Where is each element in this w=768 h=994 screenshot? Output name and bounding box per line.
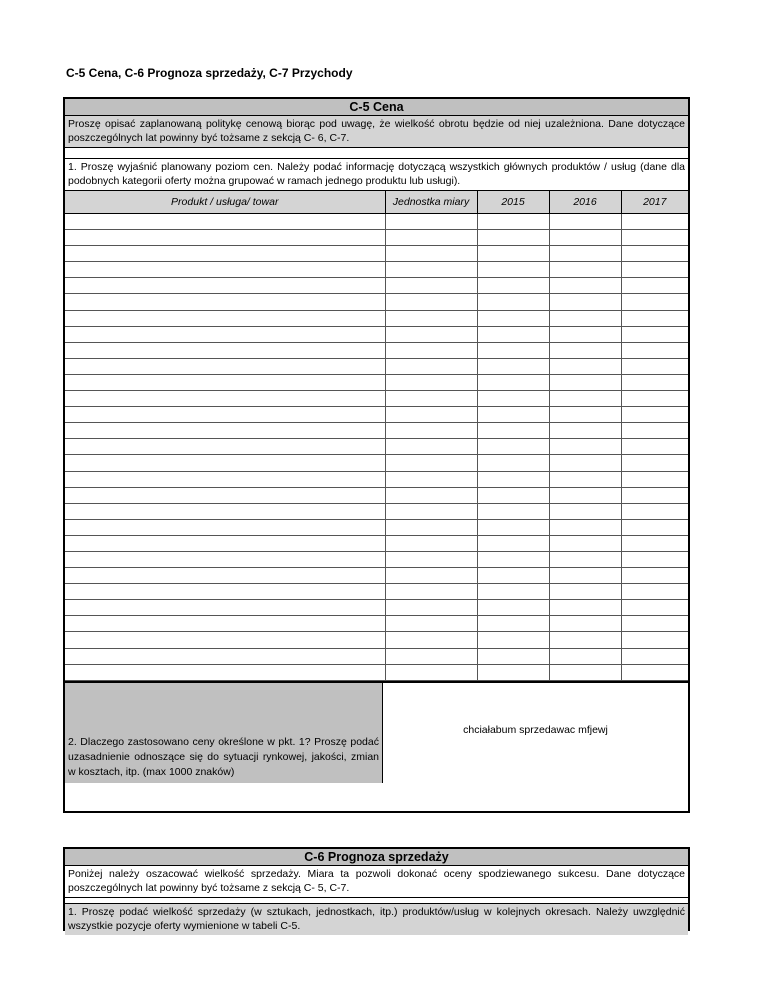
cell-2015[interactable] (477, 439, 549, 455)
col-header-2015: 2015 (477, 191, 549, 214)
cell-2015[interactable] (477, 664, 549, 680)
cell-2016[interactable] (549, 423, 621, 439)
c6-question-1: 1. Proszę podać wielkość sprzedaży (w sztukach, jednostkach, itp.) produktów/usług w kolejnych okresach. Należy uwzględnić wszystkie pozycje oferty wymienione w tabeli C-5. (65, 903, 688, 935)
cell-2017[interactable] (621, 664, 688, 680)
table-row (65, 310, 688, 326)
cell-product[interactable] (65, 310, 385, 326)
cell-2017[interactable] (621, 551, 688, 567)
section-c5-intro: Proszę opisać zaplanowaną politykę cenową biorąc pod uwagę, że wielkość obrotu będzie od niej uzależniona. Dane dotyczące poszczególnych lat powinny być tożsame z sekcją C- 6, C-7. (65, 116, 688, 148)
cell-unit[interactable] (385, 584, 477, 600)
cell-product[interactable] (65, 616, 385, 632)
cell-2017[interactable] (621, 471, 688, 487)
c5-question-2-label (65, 683, 383, 783)
table-row (65, 648, 688, 664)
cell-2016[interactable] (549, 551, 621, 567)
cell-product[interactable] (65, 423, 385, 439)
cell-2015[interactable] (477, 294, 549, 310)
cell-product[interactable] (65, 487, 385, 503)
table-row (65, 439, 688, 455)
cell-2015[interactable] (477, 551, 549, 567)
table-row (65, 342, 688, 358)
table-row (65, 519, 688, 535)
cell-2015[interactable] (477, 342, 549, 358)
col-header-unit: Jednostka miary (385, 191, 477, 214)
cell-2016[interactable] (549, 600, 621, 616)
table-row (65, 246, 688, 262)
cell-2017[interactable] (621, 503, 688, 519)
cell-unit[interactable] (385, 246, 477, 262)
cell-2016[interactable] (549, 407, 621, 423)
table-row (65, 358, 688, 374)
cell-2016[interactable] (549, 568, 621, 584)
cell-product[interactable] (65, 600, 385, 616)
cell-2017[interactable] (621, 374, 688, 390)
cell-2017[interactable] (621, 487, 688, 503)
cell-2017[interactable] (621, 310, 688, 326)
cell-2017[interactable] (621, 407, 688, 423)
cell-unit[interactable] (385, 664, 477, 680)
cell-product[interactable] (65, 455, 385, 471)
cell-product[interactable] (65, 407, 385, 423)
cell-unit[interactable] (385, 310, 477, 326)
cell-unit[interactable] (385, 535, 477, 551)
cell-2015[interactable] (477, 503, 549, 519)
cell-2017[interactable] (621, 519, 688, 535)
cell-unit[interactable] (385, 600, 477, 616)
table-row (65, 391, 688, 407)
table-row (65, 423, 688, 439)
c5-question-2-block (65, 681, 688, 783)
cell-product[interactable] (65, 342, 385, 358)
cell-2015[interactable] (477, 374, 549, 390)
cell-2016[interactable] (549, 632, 621, 648)
cell-2017[interactable] (621, 262, 688, 278)
cell-unit[interactable] (385, 487, 477, 503)
cell-2015[interactable] (477, 214, 549, 230)
cell-product[interactable] (65, 262, 385, 278)
cell-product[interactable] (65, 519, 385, 535)
table-row (65, 568, 688, 584)
cell-2016[interactable] (549, 214, 621, 230)
cell-2017[interactable] (621, 535, 688, 551)
cell-2017[interactable] (621, 214, 688, 230)
table-row (65, 455, 688, 471)
price-table-header-row (65, 191, 688, 214)
cell-unit[interactable] (385, 423, 477, 439)
cell-2015[interactable] (477, 648, 549, 664)
cell-2016[interactable] (549, 648, 621, 664)
cell-2016[interactable] (549, 503, 621, 519)
section-c6-intro: Poniżej należy oszacować wielkość sprzedaży. Miara ta pozwoli dokonać oceny spodziewanego sukcesu. Dane dotyczące poszczególnych lat powinny być tożsame z sekcją C- 5, C-7. (65, 866, 688, 898)
cell-2015[interactable] (477, 358, 549, 374)
cell-unit[interactable] (385, 358, 477, 374)
cell-product[interactable] (65, 374, 385, 390)
cell-unit[interactable] (385, 326, 477, 342)
table-row (65, 632, 688, 648)
table-row (65, 551, 688, 567)
cell-2016[interactable] (549, 278, 621, 294)
cell-2015[interactable] (477, 310, 549, 326)
cell-unit[interactable] (385, 519, 477, 535)
cell-2015[interactable] (477, 391, 549, 407)
cell-2016[interactable] (549, 262, 621, 278)
col-header-2017: 2017 (621, 191, 688, 214)
cell-unit[interactable] (385, 616, 477, 632)
cell-2016[interactable] (549, 439, 621, 455)
section-c5 (63, 97, 690, 813)
cell-2016[interactable] (549, 246, 621, 262)
cell-2017[interactable] (621, 584, 688, 600)
cell-unit[interactable] (385, 503, 477, 519)
cell-2017[interactable] (621, 246, 688, 262)
cell-product[interactable] (65, 358, 385, 374)
cell-unit[interactable] (385, 391, 477, 407)
table-row (65, 535, 688, 551)
cell-product[interactable] (65, 535, 385, 551)
cell-2015[interactable] (477, 471, 549, 487)
cell-unit[interactable] (385, 551, 477, 567)
cell-2015[interactable] (477, 584, 549, 600)
table-row (65, 407, 688, 423)
cell-product[interactable] (65, 648, 385, 664)
col-header-product: Produkt / usługa/ towar (65, 191, 385, 214)
cell-unit[interactable] (385, 278, 477, 294)
cell-product[interactable] (65, 471, 385, 487)
cell-2017[interactable] (621, 423, 688, 439)
cell-2017[interactable] (621, 342, 688, 358)
cell-2017[interactable] (621, 391, 688, 407)
cell-unit[interactable] (385, 214, 477, 230)
cell-unit[interactable] (385, 568, 477, 584)
cell-2016[interactable] (549, 326, 621, 342)
page-title: C-5 Cena, C-6 Prognoza sprzedaży, C-7 Przychody (66, 66, 353, 80)
table-row (65, 487, 688, 503)
cell-product[interactable] (65, 214, 385, 230)
cell-2017[interactable] (621, 455, 688, 471)
table-row (65, 230, 688, 246)
c5-question-2-text: 2. Dlaczego zastosowano ceny określone w pkt. 1? Proszę podać uzasadnienie odnoszące się do sytuacji rynkowej, jakości, zmian w kosztach, itp. (max 1000 znaków) (68, 735, 379, 778)
cell-2016[interactable] (549, 616, 621, 632)
cell-2015[interactable] (477, 616, 549, 632)
cell-2016[interactable] (549, 342, 621, 358)
cell-2017[interactable] (621, 632, 688, 648)
table-row (65, 374, 688, 390)
cell-product[interactable] (65, 664, 385, 680)
table-row (65, 471, 688, 487)
cell-unit[interactable] (385, 455, 477, 471)
cell-unit[interactable] (385, 632, 477, 648)
cell-product[interactable] (65, 326, 385, 342)
cell-2016[interactable] (549, 358, 621, 374)
cell-2015[interactable] (477, 423, 549, 439)
table-row (65, 278, 688, 294)
table-row (65, 664, 688, 680)
cell-2017[interactable] (621, 326, 688, 342)
cell-2015[interactable] (477, 632, 549, 648)
table-row (65, 616, 688, 632)
table-row (65, 262, 688, 278)
price-table (65, 191, 688, 681)
cell-unit[interactable] (385, 648, 477, 664)
cell-unit[interactable] (385, 374, 477, 390)
table-row (65, 214, 688, 230)
section-c6 (63, 847, 690, 931)
cell-product[interactable] (65, 439, 385, 455)
cell-product[interactable] (65, 551, 385, 567)
cell-2016[interactable] (549, 455, 621, 471)
cell-product[interactable] (65, 278, 385, 294)
cell-unit[interactable] (385, 294, 477, 310)
cell-2016[interactable] (549, 487, 621, 503)
cell-unit[interactable] (385, 407, 477, 423)
cell-2016[interactable] (549, 230, 621, 246)
cell-2015[interactable] (477, 455, 549, 471)
cell-2017[interactable] (621, 616, 688, 632)
cell-product[interactable] (65, 632, 385, 648)
table-row (65, 584, 688, 600)
cell-2015[interactable] (477, 600, 549, 616)
cell-2016[interactable] (549, 310, 621, 326)
table-row (65, 326, 688, 342)
cell-2015[interactable] (477, 262, 549, 278)
cell-product[interactable] (65, 584, 385, 600)
cell-2016[interactable] (549, 584, 621, 600)
cell-2015[interactable] (477, 519, 549, 535)
cell-2015[interactable] (477, 407, 549, 423)
cell-2016[interactable] (549, 664, 621, 680)
cell-2015[interactable] (477, 487, 549, 503)
table-row (65, 503, 688, 519)
cell-unit[interactable] (385, 342, 477, 358)
cell-2016[interactable] (549, 391, 621, 407)
c5-question-2-answer-field[interactable]: chciałabum sprzedawac mfjewj (463, 723, 608, 736)
cell-product[interactable] (65, 391, 385, 407)
cell-product[interactable] (65, 246, 385, 262)
cell-2015[interactable] (477, 278, 549, 294)
c5-question-1: 1. Proszę wyjaśnić planowany poziom cen. Należy podać informację dotyczącą wszystkich głównych produktów / usług (dane dla podobnych kategorii oferty można grupować w ramach jednego produktu lub usługi). (65, 158, 688, 191)
cell-2017[interactable] (621, 230, 688, 246)
cell-unit[interactable] (385, 439, 477, 455)
cell-unit[interactable] (385, 262, 477, 278)
col-header-2016: 2016 (549, 191, 621, 214)
cell-product[interactable] (65, 568, 385, 584)
cell-2017[interactable] (621, 648, 688, 664)
cell-2017[interactable] (621, 439, 688, 455)
cell-2015[interactable] (477, 568, 549, 584)
cell-2017[interactable] (621, 600, 688, 616)
cell-2017[interactable] (621, 278, 688, 294)
cell-2016[interactable] (549, 519, 621, 535)
cell-2015[interactable] (477, 535, 549, 551)
cell-unit[interactable] (385, 230, 477, 246)
cell-2016[interactable] (549, 471, 621, 487)
cell-product[interactable] (65, 503, 385, 519)
cell-2015[interactable] (477, 230, 549, 246)
cell-2016[interactable] (549, 374, 621, 390)
cell-product[interactable] (65, 230, 385, 246)
cell-2016[interactable] (549, 294, 621, 310)
cell-2017[interactable] (621, 568, 688, 584)
section-c5-header: C-5 Cena (65, 99, 688, 116)
table-row (65, 294, 688, 310)
cell-2015[interactable] (477, 326, 549, 342)
cell-2015[interactable] (477, 246, 549, 262)
cell-unit[interactable] (385, 471, 477, 487)
cell-2016[interactable] (549, 535, 621, 551)
section-c6-header: C-6 Prognoza sprzedaży (65, 849, 688, 866)
table-row (65, 600, 688, 616)
cell-product[interactable] (65, 294, 385, 310)
cell-2017[interactable] (621, 358, 688, 374)
cell-2017[interactable] (621, 294, 688, 310)
